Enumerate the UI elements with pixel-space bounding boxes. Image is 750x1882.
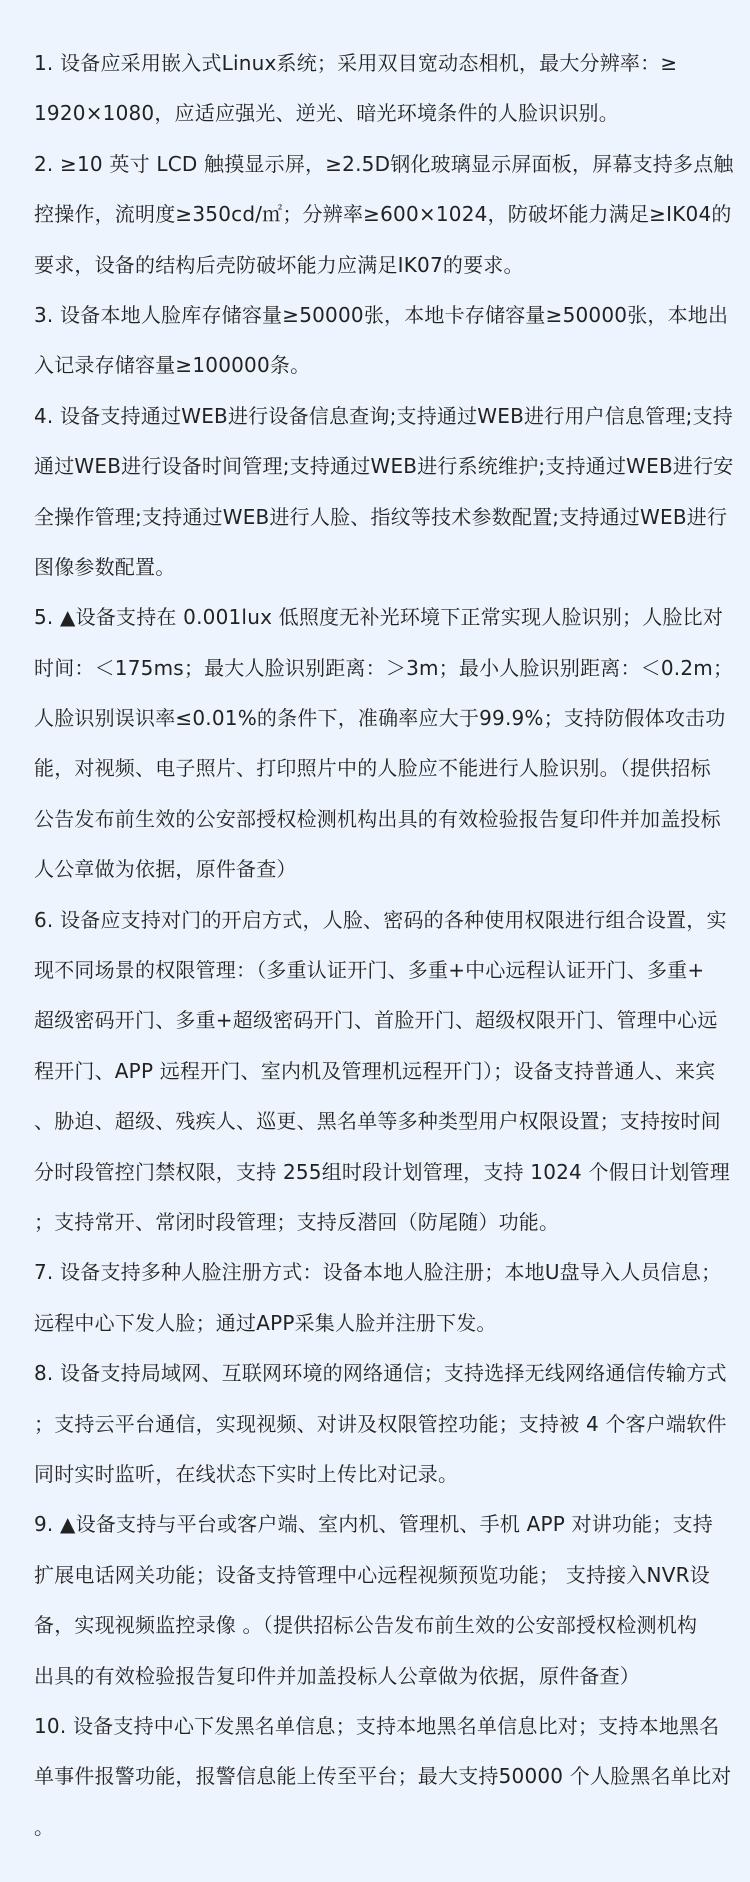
text-line: 4. 设备支持通过WEB进行设备信息查询;支持通过WEB进行用户信息管理;支持 [34,403,733,428]
text-line: 程开门、APP 远程开门、室内机及管理机远程开门）；设备支持普通人、来宾 [34,1058,716,1083]
text-line: 时间：＜175ms；最大人脸识别距离：＞3m；最小人脸识别距离：＜0.2m； [34,655,734,680]
requirement-6 [34,895,730,1248]
text-line: ；支持常开、常闭时段管理；支持反潜回（防尾随）功能。 [34,1209,560,1234]
text-line: 能，对视频、电子照片、打印照片中的人脸应不能进行人脸识别。（提供招标 [34,756,711,781]
text-line: 5. ▲设备支持在 0.001lux 低照度无补光环境下正常实现人脸识别；人脸比对 [34,605,724,630]
text-line: 3. 设备本地人脸库存储容量≥50000张，本地卡存储容量≥50000张，本地出 [34,302,729,327]
text-line: 远程中心下发人脸；通过APP采集人脸并注册下发。 [34,1310,497,1335]
text-line: 。 [34,1814,55,1839]
requirement-2 [34,139,734,290]
requirement-5 [34,592,734,894]
text-line: 图像参数配置。 [34,554,176,579]
text-line: 扩展电话网关功能；设备支持管理中心远程视频预览功能； 支持接入NVR设 [34,1562,710,1587]
text-line: 备，实现视频监控录像 。（提供招标公告发布前生效的公安部授权检测机构 [34,1613,698,1638]
text-line: 8. 设备支持局域网、互联网环境的网络通信；支持选择无线网络通信传输方式 [34,1361,727,1386]
text-line: 公告发布前生效的公安部授权检测机构出具的有效检验报告复印件并加盖投标 [34,806,721,831]
text-line: 全操作管理;支持通过WEB进行人脸、指纹等技术参数配置;支持通过WEB进行 [34,504,728,529]
text-line: 超级密码开门、多重+超级密码开门、首脸开门、超级权限开门、管理中心远 [34,1008,718,1033]
text-line: 2. ≥10 英寸 LCD 触摸显示屏，≥2.5D钢化玻璃显示屏面板，屏幕支持多点触 [34,151,734,176]
text-line: 人脸识别误识率≤0.01%的条件下，准确率应大于99.9%；支持防假体攻击功 [34,706,726,731]
requirement-4 [34,391,734,593]
requirement-10 [34,1701,732,1852]
requirement-7 [34,1247,722,1348]
requirement-3 [34,290,729,391]
text-line: 6. 设备应支持对门的开启方式，人脸、密码的各种使用权限进行组合设置，实 [34,907,727,932]
text-line: 、胁迫、超级、残疾人、巡更、黑名单等多种类型用户权限设置；支持按时间 [34,1109,721,1134]
text-line: 现不同场景的权限管理：（多重认证开门、多重+中心远程认证开门、多重+ [34,958,705,983]
text-line: 通过WEB进行设备时间管理;支持通过WEB进行系统维护;支持通过WEB进行安 [34,454,734,479]
text-line: 7. 设备支持多种人脸注册方式：设备本地人脸注册；本地U盘导入人员信息； [34,1260,722,1285]
requirement-1 [34,38,716,139]
text-line: 控操作，流明度≥350cd/㎡；分辨率≥600×1024，防破坏能力满足≥IK04的 [34,202,732,227]
text-line: 单事件报警功能，报警信息能上传至平台；最大支持50000 个人脸黑名单比对 [34,1764,732,1789]
text-line: 分时段管控门禁权限，支持 255组时段计划管理，支持 1024 个假日计划管理 [34,1159,730,1184]
text-line: 9. ▲设备支持与平台或客户端、室内机、管理机、手机 APP 对讲功能；支持 [34,1512,713,1537]
text-line: 要求，设备的结构后壳防破坏能力应满足IK07的要求。 [34,252,524,277]
text-line: 入记录存储容量≥100000条。 [34,353,311,378]
requirement-9 [34,1499,716,1701]
text-line: 同时实时监听，在线状态下实时上传比对记录。 [34,1461,459,1486]
text-line: 1. 设备应采用嵌入式Linux系统；采用双目宽动态相机，最大分辨率：≥ [34,51,678,75]
requirements-list [34,38,734,1852]
requirement-8 [34,1348,727,1499]
text-line: 人公章做为依据，原件备查） [34,857,297,882]
text-line: 10. 设备支持中心下发黑名单信息；支持本地黑名单信息比对；支持本地黑名 [34,1713,720,1738]
text-line: ；支持云平台通信，实现视频、对讲及权限管控功能；支持被 4 个客户端软件 [34,1411,727,1436]
text-line: 出具的有效检验报告复印件并加盖投标人公章做为依据，原件备查） [34,1663,640,1688]
text-line: 1920×1080，应适应强光、逆光、暗光环境条件的人脸识识别。 [34,101,619,126]
